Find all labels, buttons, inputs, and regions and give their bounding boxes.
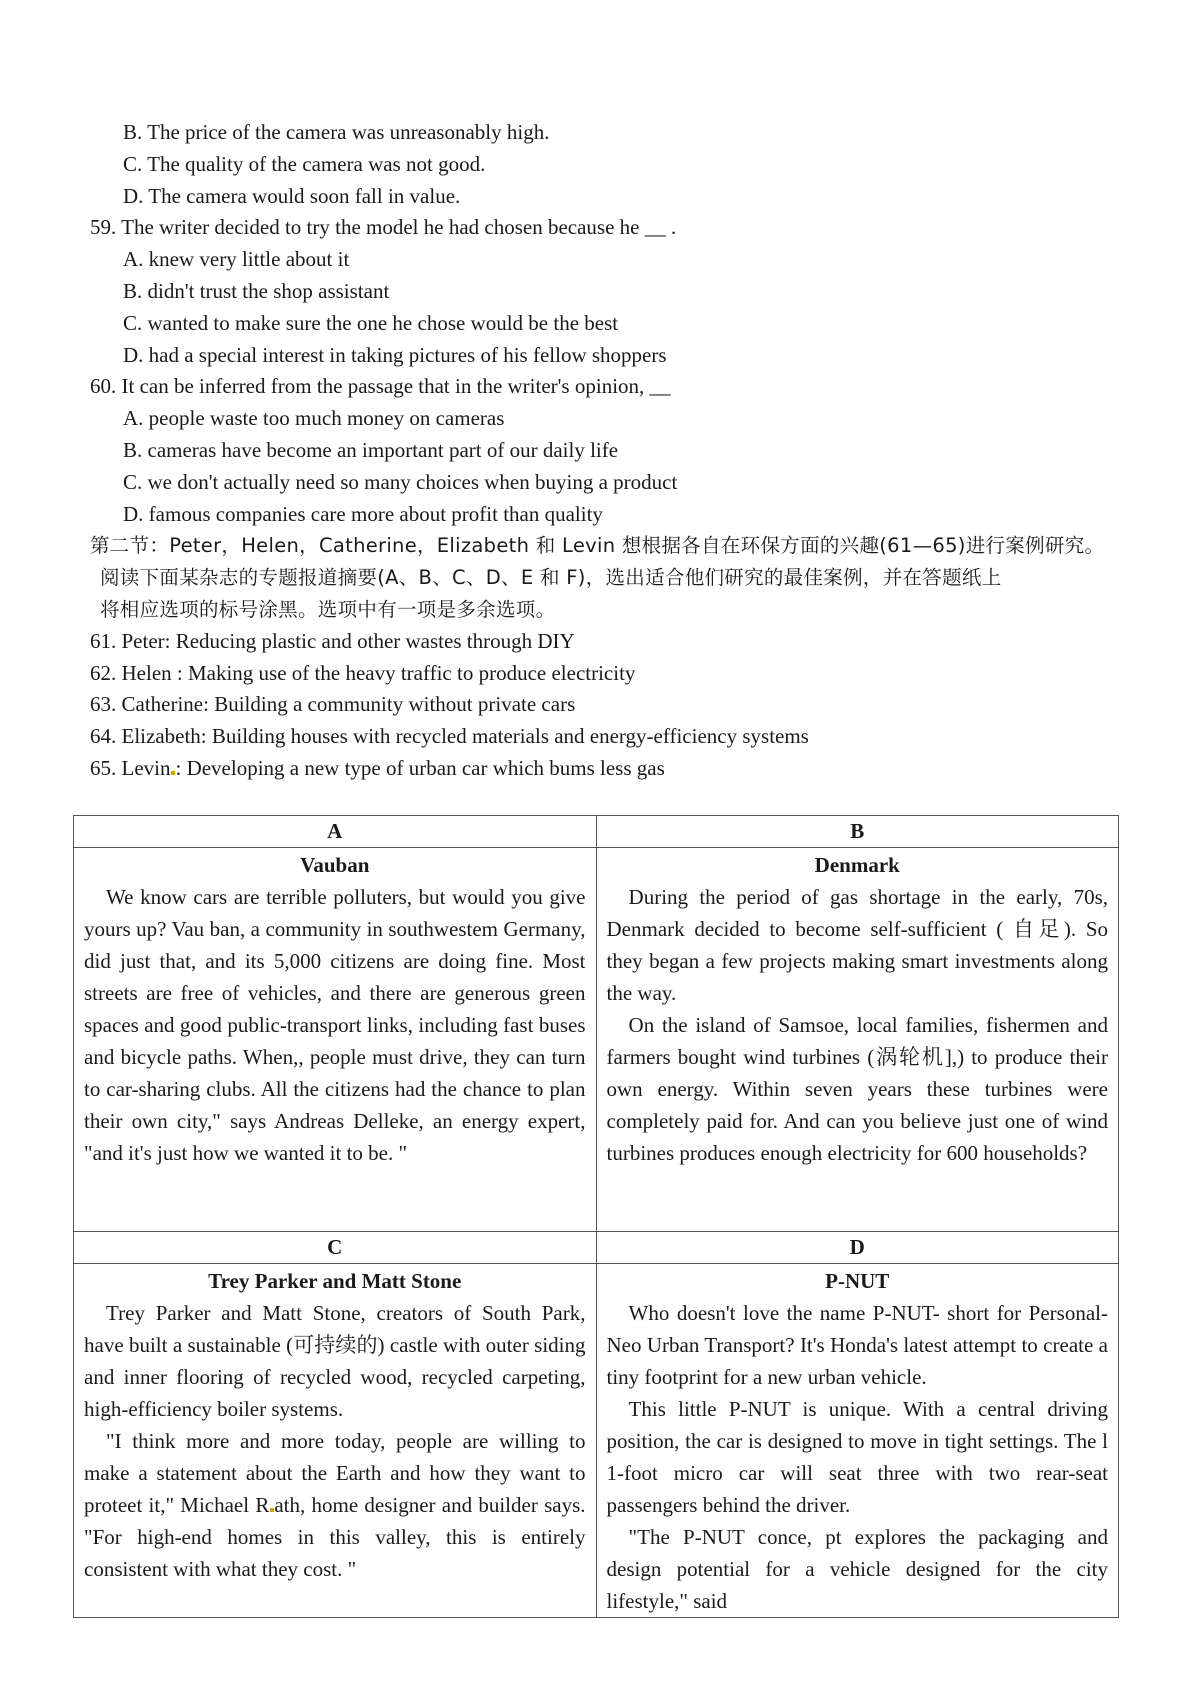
item-63: 63. Catherine: Building a community without private cars [90, 692, 576, 717]
q59-option-d: D. had a special interest in taking pictures of his fellow shoppers [123, 342, 667, 367]
q58-option-d: D. The camera would soon fall in value. [123, 183, 461, 208]
q60-option-b: B. cameras have become an important part of our daily life [123, 437, 619, 462]
case-b-paragraph-2: On the island of Samsoe, local families, fishermen and farmers bought wind turbines (涡轮机],) to produce their own energy. Within seven years these turbines were completely paid for. And can you believe just one of wind turbines produces enough electricity for 600 households? [606, 1013, 1108, 1165]
case-b-paragraph-1: During the period of gas shortage in the early, 70s, Denmark decided to become self-sufficient ( 自足). So they began a few projects making smart investments along the way. [606, 885, 1108, 1005]
case-d-letter: D [596, 1232, 1119, 1264]
cases-table [73, 815, 1119, 1618]
case-a-cell [74, 848, 597, 1232]
case-a-paragraph: We know cars are terrible polluters, but would you give yours up? Vau ban, a community in southwestem Germany, did just that, and its 5,000 citizens are doing fine. Most streets are free of vehicles, and there are generous green spaces and good public-transport links, including fast buses and bicycle paths. When,, people must drive, they can turn to car-sharing clubs. All the citizens had the chance to plan their own city," says Andreas Delleke, an energy expert, "and it's just how we wanted it to be. " [84, 885, 586, 1165]
case-c-paragraph-2 [74, 1425, 596, 1585]
q58-option-b: B. The price of the camera was unreasonably high. [123, 120, 550, 144]
item-65 [90, 753, 1100, 785]
case-c-paragraph-2-text-a: "I think more and more today, people are willing to make a statement about the Earth and how they want to proteet it," Michael R [84, 1429, 586, 1517]
item-64: 64. Elizabeth: Building houses with recycled materials and energy-efficiency systems [90, 724, 809, 749]
case-a-title: Vauban [300, 853, 370, 877]
case-b-cell [596, 848, 1119, 1232]
section2-instruction-line3: 将相应选项的标号涂黑。选项中有一项是多余选项。 [100, 597, 556, 621]
q60-stem: 60. It can be inferred from the passage that in the writer's opinion, __ [90, 374, 671, 399]
q59-option-c: C. wanted to make sure the one he chose would be the best [123, 310, 619, 335]
case-a-letter: A [74, 816, 597, 848]
case-b-letter: B [596, 816, 1119, 848]
case-b-title: Denmark [814, 853, 900, 877]
case-d-paragraph-2: This little P-NUT is unique. With a central driving position, the car is designed to move in tight settings. The l 1-foot micro car will seat three with two rear-seat passengers behind the driver. [606, 1397, 1108, 1517]
case-c-paragraph-2-text-b: ath, home designer and builder says. "For high-end homes in this valley, this is entirely consistent with what they cost. " [84, 1493, 586, 1581]
case-d-paragraph-1: Who doesn't love the name P-NUT- short for Personal-Neo Urban Transport? It's Honda's latest attempt to create a tiny footprint for a new urban vehicle. [606, 1301, 1108, 1389]
item-61: 61. Peter: Reducing plastic and other wastes through DIY [90, 628, 575, 653]
q59-option-a: A. knew very little about it [123, 247, 350, 272]
case-d-title: P-NUT [825, 1269, 890, 1293]
item-65-label: 65. Levin [90, 755, 171, 780]
case-c-title: Trey Parker and Matt Stone [208, 1269, 462, 1293]
case-c-cell [74, 1264, 597, 1618]
case-c-paragraph-1: Trey Parker and Matt Stone, creators of South Park, have built a sustainable (可持续的) castle with outer siding and inner flooring of recycled wood, recycled carpeting, high-efficiency boiler systems. [84, 1301, 586, 1421]
case-d-cell [596, 1264, 1119, 1618]
q60-option-a: A. people waste too much money on cameras [123, 406, 505, 431]
item-62: 62. Helen : Making use of the heavy traffic to produce electricity [90, 660, 636, 685]
q59-option-b: B. didn't trust the shop assistant [123, 278, 390, 303]
q60-option-d: D. famous companies care more about profit than quality [123, 501, 603, 526]
q59-stem: 59. The writer decided to try the model he had chosen because he __ . [90, 215, 677, 240]
section2-instruction-line2: 阅读下面某杂志的专题报道摘要(A、B、C、D、E 和 F)，选出适合他们研究的最佳案例，并在答题纸上 [100, 566, 1002, 590]
section2-instruction-line1: 第二节：Peter，Helen，Catherine，Elizabeth 和 Levin 想根据各自在环保方面的兴趣(61—65)进行案例研究。 [90, 534, 1105, 558]
q60-option-c: C. we don't actually need so many choices when buying a product [123, 469, 678, 494]
question-block [90, 117, 1105, 785]
item-65-text: : Developing a new type of urban car which bums less gas [175, 755, 665, 780]
case-d-paragraph-3: "The P-NUT conce, pt explores the packaging and design potential for a vehicle designed for the city lifestyle," said [606, 1525, 1108, 1613]
case-c-letter: C [74, 1232, 597, 1264]
q58-option-c: C. The quality of the camera was not good. [123, 151, 486, 176]
